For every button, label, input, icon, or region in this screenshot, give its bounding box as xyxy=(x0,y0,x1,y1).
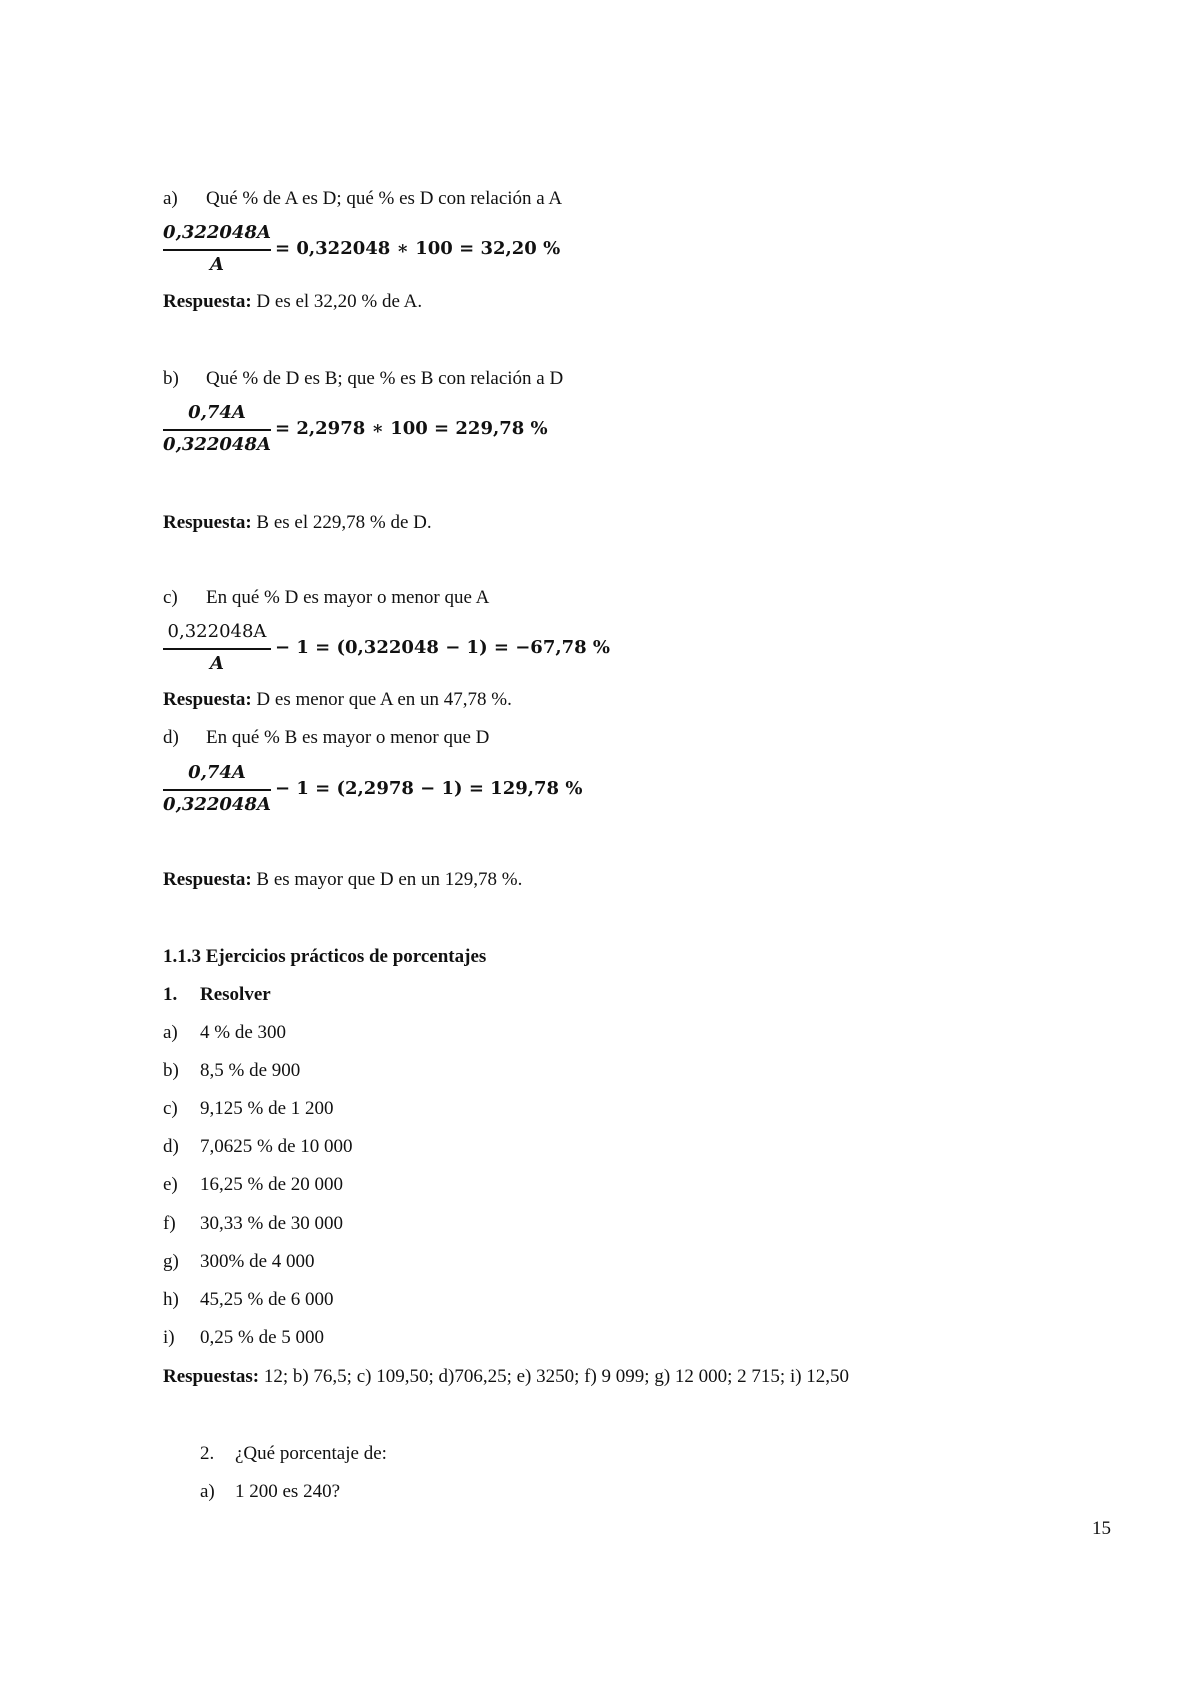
question-b-text: Qué % de D es B; que % es B con relación a D xyxy=(206,368,564,389)
answer-d xyxy=(163,869,522,891)
exercise-1-answers xyxy=(163,1366,849,1388)
formula-a-result: = 0,322048 ∗ 100 = 32,20 % xyxy=(275,238,561,259)
exercise-2-title: ¿Qué porcentaje de: xyxy=(235,1443,387,1464)
list-item-text: 16,25 % de 20 000 xyxy=(200,1174,344,1195)
list-item-text: 1 200 es 240? xyxy=(235,1481,341,1502)
list-item-label: h) xyxy=(163,1289,179,1310)
formula-b-result: = 2,2978 ∗ 100 = 229,78 % xyxy=(275,418,548,439)
question-b-label: b) xyxy=(163,368,179,389)
answer-c-label: Respuesta: xyxy=(163,689,252,710)
answers-label: Respuestas: xyxy=(163,1366,260,1387)
list-item-text: 4 % de 300 xyxy=(200,1022,287,1043)
question-c-text: En qué % D es mayor o menor que A xyxy=(206,587,490,608)
exercise-1-title: Resolver xyxy=(200,984,271,1005)
formula-a-denominator: A xyxy=(210,254,224,275)
answer-b xyxy=(163,512,432,534)
question-d-label: d) xyxy=(163,727,179,748)
page-number: 15 xyxy=(1092,1518,1111,1539)
question-a-label: a) xyxy=(163,188,178,209)
list-item-text: 0,25 % de 5 000 xyxy=(200,1327,325,1348)
exercise-1-number: 1. xyxy=(163,984,178,1005)
answer-a xyxy=(163,291,422,313)
list-item-label: e) xyxy=(163,1174,178,1195)
exercise-2-number: 2. xyxy=(200,1443,215,1464)
formula-a-numerator: 0,322048A xyxy=(163,222,271,243)
list-item-label: a) xyxy=(163,1022,178,1043)
answer-c-text: D es menor que A en un 47,78 %. xyxy=(251,689,512,710)
list-item-text: 30,33 % de 30 000 xyxy=(200,1213,344,1234)
list-item-label: b) xyxy=(163,1060,179,1081)
question-a-text: Qué % de A es D; qué % es D con relación a A xyxy=(206,188,563,209)
fraction-bar xyxy=(163,429,271,431)
list-item-text: 9,125 % de 1 200 xyxy=(200,1098,334,1119)
list-item-text: 7,0625 % de 10 000 xyxy=(200,1136,353,1157)
formula-d-denominator: 0,322048A xyxy=(163,794,271,815)
formula-b-denominator: 0,322048A xyxy=(163,434,271,455)
question-d-text: En qué % B es mayor o menor que D xyxy=(206,727,490,748)
fraction-bar xyxy=(163,648,271,650)
answer-a-text: D es el 32,20 % de A. xyxy=(251,291,423,312)
formula-d-numerator: 0,74A xyxy=(188,762,246,783)
formula-c-result: − 1 = (0,322048 − 1) = −67,78 % xyxy=(275,637,611,658)
formula-b-numerator: 0,74A xyxy=(188,402,246,423)
answer-b-label: Respuesta: xyxy=(163,512,252,533)
list-item-text: 45,25 % de 6 000 xyxy=(200,1289,334,1310)
answer-b-text: B es el 229,78 % de D. xyxy=(251,512,432,533)
list-item-label: d) xyxy=(163,1136,179,1157)
fraction-bar xyxy=(163,789,271,791)
section-title: 1.1.3 Ejercicios prácticos de porcentajes xyxy=(163,946,487,967)
list-item-label: c) xyxy=(163,1098,178,1119)
fraction-bar xyxy=(163,249,271,251)
question-c-label: c) xyxy=(163,587,178,608)
answer-a-label: Respuesta: xyxy=(163,291,252,312)
list-item-label: a) xyxy=(200,1481,215,1502)
list-item-label: i) xyxy=(163,1327,175,1348)
answer-d-label: Respuesta: xyxy=(163,869,252,890)
list-item-label: f) xyxy=(163,1213,176,1234)
formula-c-denominator: A xyxy=(210,653,224,674)
formula-c-numerator: 0,322048A xyxy=(167,621,267,642)
answer-d-text: B es mayor que D en un 129,78 %. xyxy=(251,869,523,890)
answers-text: 12; b) 76,5; c) 109,50; d)706,25; e) 3250; f) 9 099; g) 12 000; 2 715; i) 12,50 xyxy=(259,1366,850,1387)
list-item-text: 8,5 % de 900 xyxy=(200,1060,301,1081)
formula-d-result: − 1 = (2,2978 − 1) = 129,78 % xyxy=(275,778,583,799)
list-item-label: g) xyxy=(163,1251,179,1272)
list-item-text: 300% de 4 000 xyxy=(200,1251,315,1272)
answer-c xyxy=(163,689,512,711)
